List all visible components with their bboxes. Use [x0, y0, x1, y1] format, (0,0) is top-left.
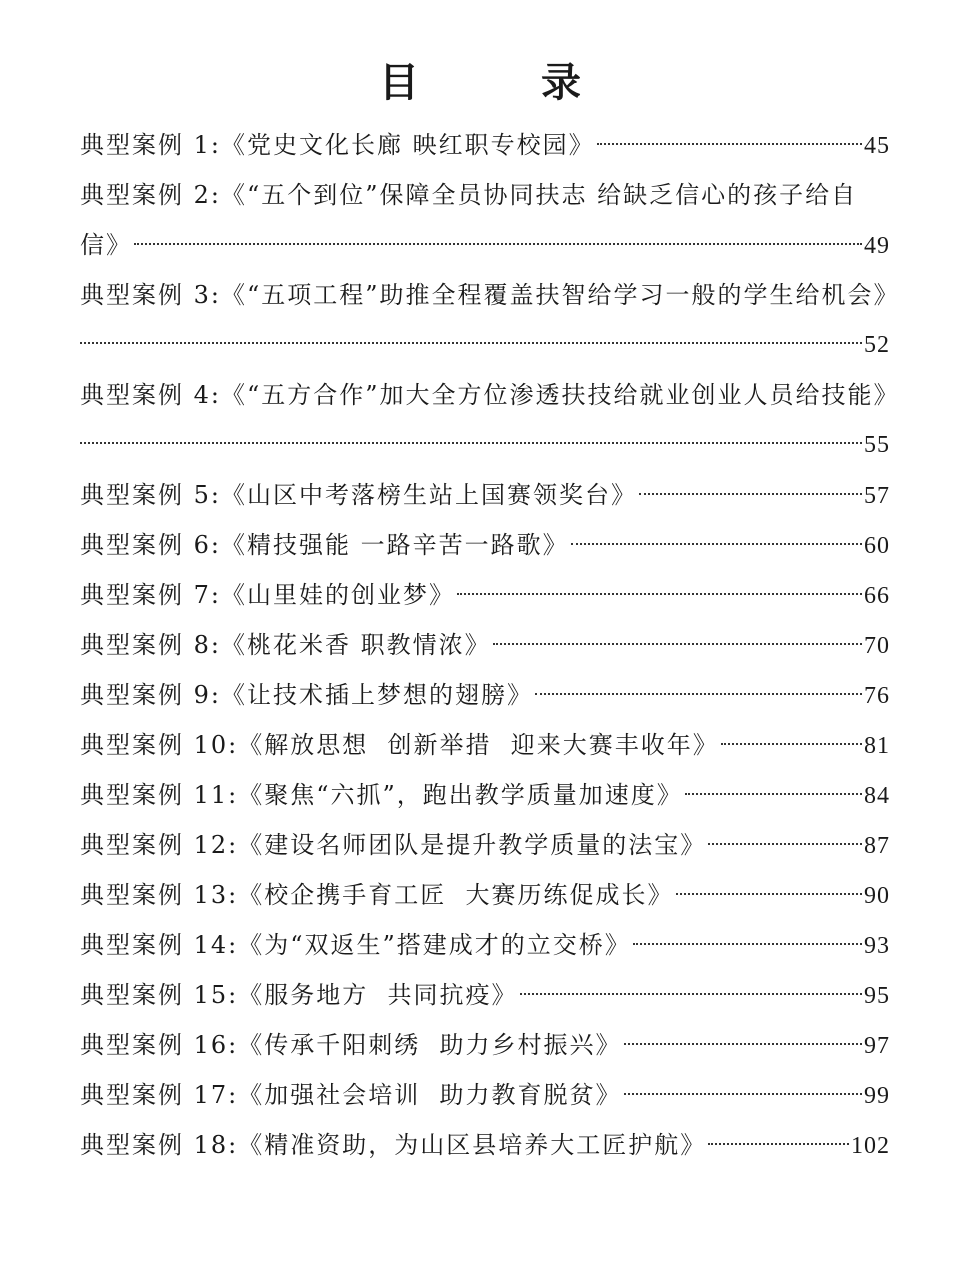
dot-leader	[493, 643, 862, 645]
toc-entry-12[interactable]	[80, 820, 890, 870]
toc-entry-18[interactable]	[80, 1120, 890, 1170]
page-number: 57	[864, 483, 890, 509]
toc-entry-8[interactable]	[80, 620, 890, 670]
dot-leader	[633, 943, 862, 945]
toc-entry-11[interactable]	[80, 770, 890, 820]
entry-label: 典型案例 1:《党史文化长廊 映红职专校园》	[80, 131, 595, 159]
page-title: 目 录	[379, 59, 635, 106]
toc-entry-4-line-1[interactable]: 典型案例 4:《“五方合作”加大全方位渗透扶技给就业创业人员给技能》	[80, 381, 900, 409]
dot-leader	[457, 593, 862, 595]
page-number: 45	[864, 133, 890, 159]
page-number: 90	[864, 883, 890, 909]
toc-entry-5[interactable]	[80, 470, 890, 520]
dot-leader	[639, 493, 862, 495]
toc-entry-2-line-2[interactable]	[80, 220, 890, 270]
dot-leader	[134, 243, 862, 245]
toc-entry-17[interactable]	[80, 1070, 890, 1120]
page-number: 49	[864, 233, 890, 259]
page-number: 93	[864, 933, 890, 959]
page-number: 76	[864, 683, 890, 709]
entry-label: 典型案例 10:《解放思想 创新举措 迎来大赛丰收年》	[80, 731, 719, 759]
dot-leader	[708, 1143, 849, 1145]
page-number: 70	[864, 633, 890, 659]
page-number: 81	[864, 733, 890, 759]
toc-entry-2-line-1[interactable]: 典型案例 2:《“五个到位”保障全员协同扶志 给缺乏信心的孩子给自	[80, 181, 858, 209]
dot-leader	[624, 1093, 862, 1095]
entry-label: 典型案例 15:《服务地方 共同抗疫》	[80, 981, 518, 1009]
dot-leader	[535, 693, 862, 695]
entry-label: 典型案例 17:《加强社会培训 助力教育脱贫》	[80, 1081, 622, 1109]
toc-entry-16[interactable]	[80, 1020, 890, 1070]
toc-entry-4-line-2[interactable]	[80, 420, 890, 470]
entry-label: 典型案例 5:《山区中考落榜生站上国赛领奖台》	[80, 481, 637, 509]
page-number: 97	[864, 1033, 890, 1059]
page-number: 95	[864, 983, 890, 1009]
entry-label: 典型案例 7:《山里娃的创业梦》	[80, 581, 455, 609]
dot-leader	[676, 893, 862, 895]
entry-label: 典型案例 14:《为“双返生”搭建成才的立交桥》	[80, 931, 631, 959]
entry-label-continuation: 信》	[80, 231, 132, 259]
page-number: 52	[864, 332, 890, 358]
dot-leader	[571, 543, 862, 545]
dot-leader	[721, 743, 862, 745]
page-number: 87	[864, 833, 890, 859]
entry-label: 典型案例 11:《聚焦“六抓”，跑出教学质量加速度》	[80, 781, 683, 809]
entry-label: 典型案例 13:《校企携手育工匠 大赛历练促成长》	[80, 881, 674, 909]
entry-label: 典型案例 16:《传承千阳刺绣 助力乡村振兴》	[80, 1031, 622, 1059]
toc-entry-10[interactable]	[80, 720, 890, 770]
dot-leader	[80, 442, 862, 444]
entry-label: 典型案例 8:《桃花米香 职教情浓》	[80, 631, 491, 659]
page-number: 102	[851, 1133, 890, 1159]
dot-leader	[520, 993, 862, 995]
entry-label: 典型案例 18:《精准资助，为山区县培养大工匠护航》	[80, 1131, 707, 1159]
page-number: 66	[864, 583, 890, 609]
entry-label: 典型案例 12:《建设名师团队是提升教学质量的法宝》	[80, 831, 707, 859]
page-number: 99	[864, 1083, 890, 1109]
toc-entry-15[interactable]	[80, 970, 890, 1020]
table-of-contents	[80, 120, 900, 1170]
toc-entry-13[interactable]	[80, 870, 890, 920]
entry-label: 典型案例 6:《精技强能 一路辛苦一路歌》	[80, 531, 569, 559]
toc-entry-3-line-1[interactable]: 典型案例 3:《“五项工程”助推全程覆盖扶智给学习一般的学生给机会》	[80, 281, 900, 309]
dot-leader	[708, 843, 862, 845]
toc-entry-3-line-2[interactable]	[80, 320, 890, 370]
dot-leader	[597, 143, 862, 145]
dot-leader	[624, 1043, 862, 1045]
page-number: 60	[864, 533, 890, 559]
page-number: 55	[864, 432, 890, 458]
dot-leader	[80, 342, 862, 344]
page-number: 84	[864, 783, 890, 809]
toc-entry-7[interactable]	[80, 570, 890, 620]
toc-entry-9[interactable]	[80, 670, 890, 720]
toc-entry-6[interactable]	[80, 520, 890, 570]
toc-entry-1[interactable]	[80, 120, 890, 170]
dot-leader	[685, 793, 862, 795]
entry-label: 典型案例 9:《让技术插上梦想的翅膀》	[80, 681, 533, 709]
toc-entry-14[interactable]	[80, 920, 890, 970]
